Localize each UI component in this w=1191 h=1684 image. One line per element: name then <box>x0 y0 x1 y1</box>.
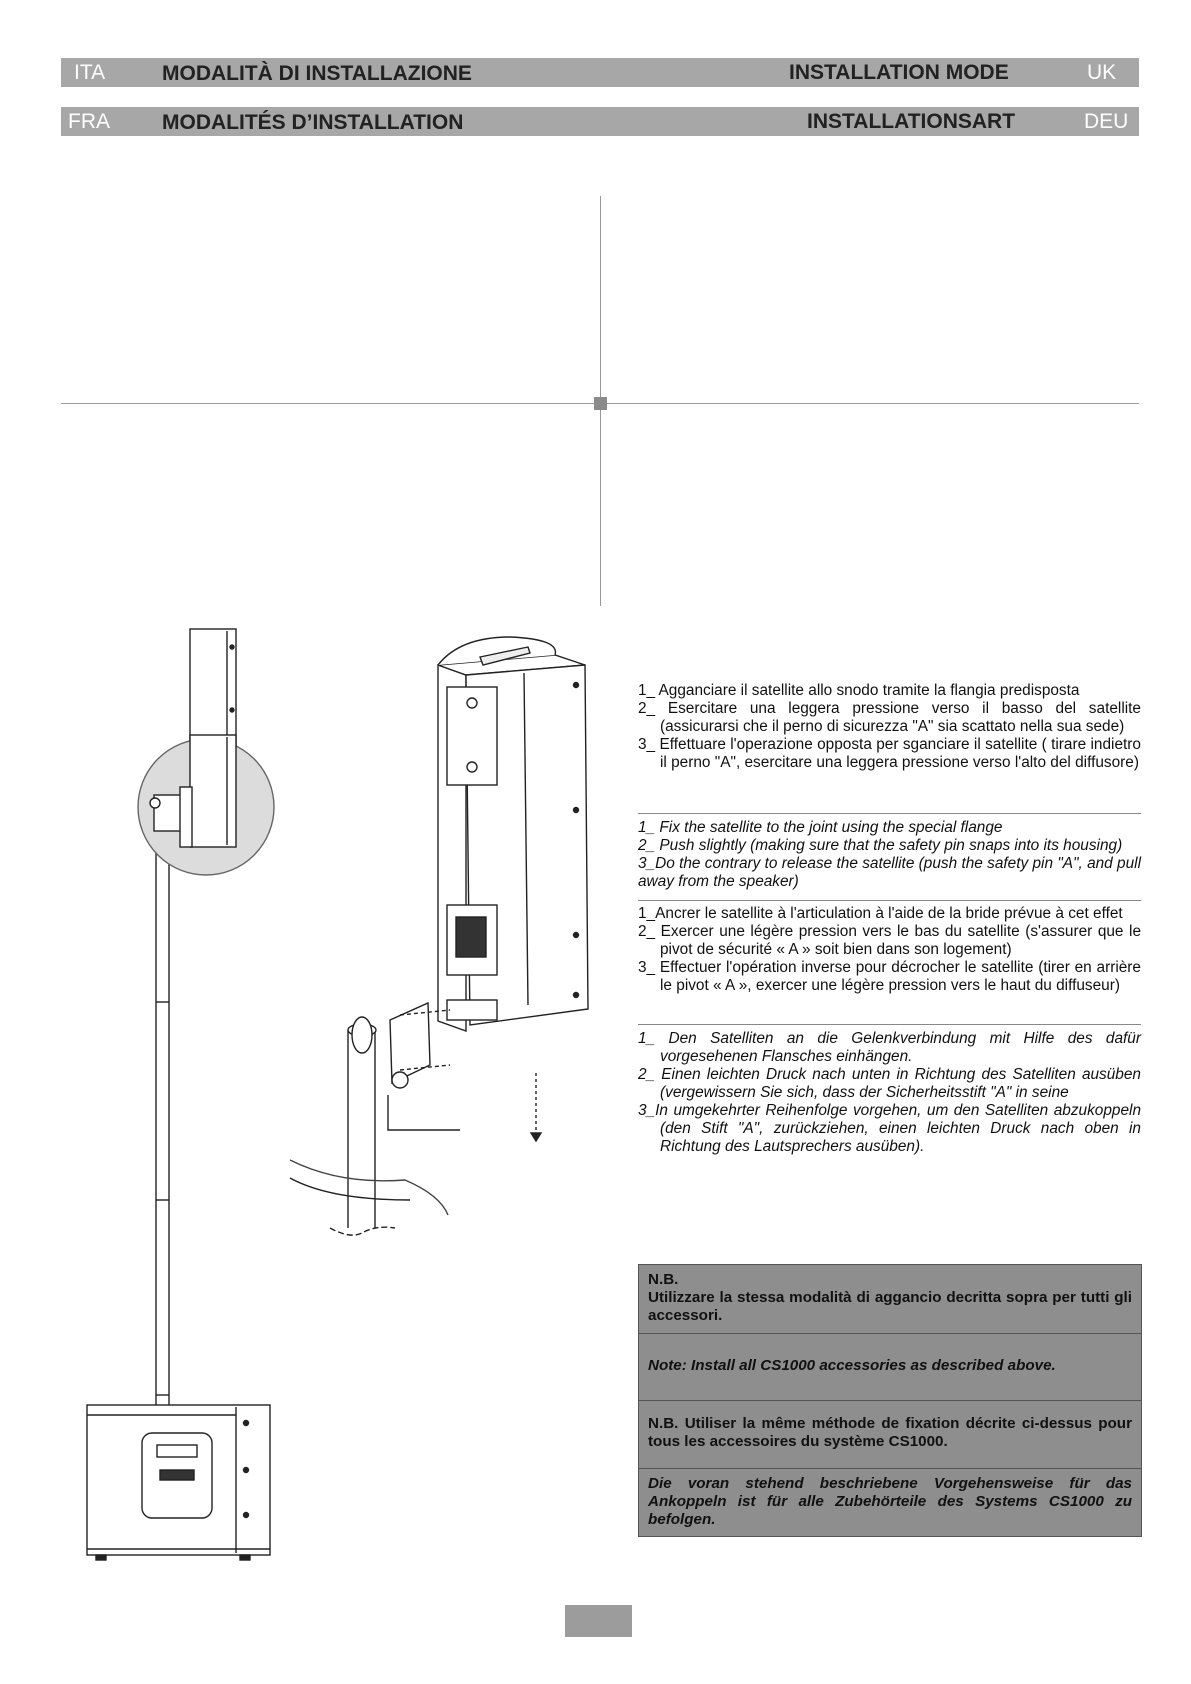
instruction-en-3: 3_Do the contrary to release the satellite (push the safety pin "A", and pull away from the speaker) <box>638 855 1141 890</box>
note-french-cell <box>639 1400 1141 1469</box>
page-number-tab <box>565 1605 632 1637</box>
title-fra: MODALITÉS D’INSTALLATION <box>162 111 464 134</box>
instruction-fr-3: 3_ Effectuer l'opération inverse pour décrocher le satellite (tirer en arrière le pivot « A », exercer une légère pression vers le haut du diffuseur) <box>638 959 1141 994</box>
instructions-french <box>638 905 1141 995</box>
title-deu: INSTALLATIONSART <box>807 110 1016 133</box>
header-bar-fra-deu <box>61 107 1139 136</box>
note-italian-cell <box>639 1265 1141 1334</box>
separator <box>638 813 1141 814</box>
note-italian: N.B. Utilizzare la stessa modalità di aggancio decritta sopra per tutti gli accessori. <box>648 1271 1132 1324</box>
satellite-mount-drawing <box>290 637 588 1235</box>
instruction-fr-2: 2_ Exercer une légère pression vers le bas du satellite (s'assurer que le pivot de sécurité « A » soit bien dans son logement) <box>638 923 1141 958</box>
lang-label-uk: UK <box>1087 61 1117 84</box>
title-ita: MODALITÀ DI INSTALLAZIONE <box>162 62 472 85</box>
lang-label-fra: FRA <box>68 110 110 133</box>
instruction-fr-1: 1_Ancrer le satellite à l'articulation à l'aide de la bride prévue à cet effet <box>638 905 1123 922</box>
installation-illustration <box>60 625 620 1565</box>
header-bar-ita-uk <box>61 58 1139 87</box>
note-english: Note: Install all CS1000 accessories as described above. <box>648 1357 1056 1374</box>
instructions-english <box>638 819 1141 891</box>
title-uk: INSTALLATION MODE <box>789 61 1009 84</box>
note-german-cell <box>639 1468 1141 1536</box>
instruction-de-1: 1_ Den Satelliten an die Gelenkverbindung mit Hilfe des dafür vorgesehenen Flansches einhängen. <box>638 1030 1141 1065</box>
instruction-de-3: 3_In umgekehrter Reihenfolge vorgehen, um den Satelliten abzukoppeln (den Stift "A", zurückziehen, einen leichten Druck nach oben in Richtung des Lautsprechers ausüben). <box>638 1102 1141 1155</box>
instruction-ita-3: 3_ Effettuare l'operazione opposta per sganciare il satellite ( tirare indietro il perno "A", esercitare una leggera pressione verso l'alto del diffusore) <box>638 736 1141 771</box>
instruction-ita-2: 2_ Esercitare una leggera pressione verso il basso del satellite (assicurarsi che il perno di sicurezza "A" sia scattato nella sua sede) <box>638 700 1141 735</box>
instruction-ita-1: 1_ Agganciare il satellite allo snodo tramite la flangia predisposta <box>638 682 1080 699</box>
note-german: Die voran stehend beschriebene Vorgehensweise für das Ankoppeln ist für alle Zubehörteile des Systems CS1000 zu befolgen. <box>648 1475 1132 1528</box>
separator <box>638 900 1141 901</box>
lang-label-ita: ITA <box>74 61 106 84</box>
note-box <box>638 1264 1142 1537</box>
instructions-german <box>638 1030 1141 1156</box>
instructions-italian <box>638 682 1141 772</box>
instruction-en-1: 1_ Fix the satellite to the joint using the special flange <box>638 819 1003 836</box>
note-french: N.B. Utiliser la même méthode de fixation décrite ci-dessus pour tous les accessoires du système CS1000. <box>648 1415 1132 1450</box>
divider-center-marker <box>594 397 607 410</box>
instruction-en-2: 2_ Push slightly (making sure that the safety pin snaps into its housing) <box>638 837 1123 854</box>
separator <box>638 1024 1141 1025</box>
lang-label-deu: DEU <box>1084 110 1129 133</box>
speaker-stand-drawing <box>87 629 274 1560</box>
note-english-cell <box>639 1333 1141 1401</box>
instruction-de-2: 2_ Einen leichten Druck nach unten in Richtung des Satelliten ausüben (vergewissern Sie sich, dass der Sicherheitsstift "A" in seine <box>638 1066 1141 1101</box>
